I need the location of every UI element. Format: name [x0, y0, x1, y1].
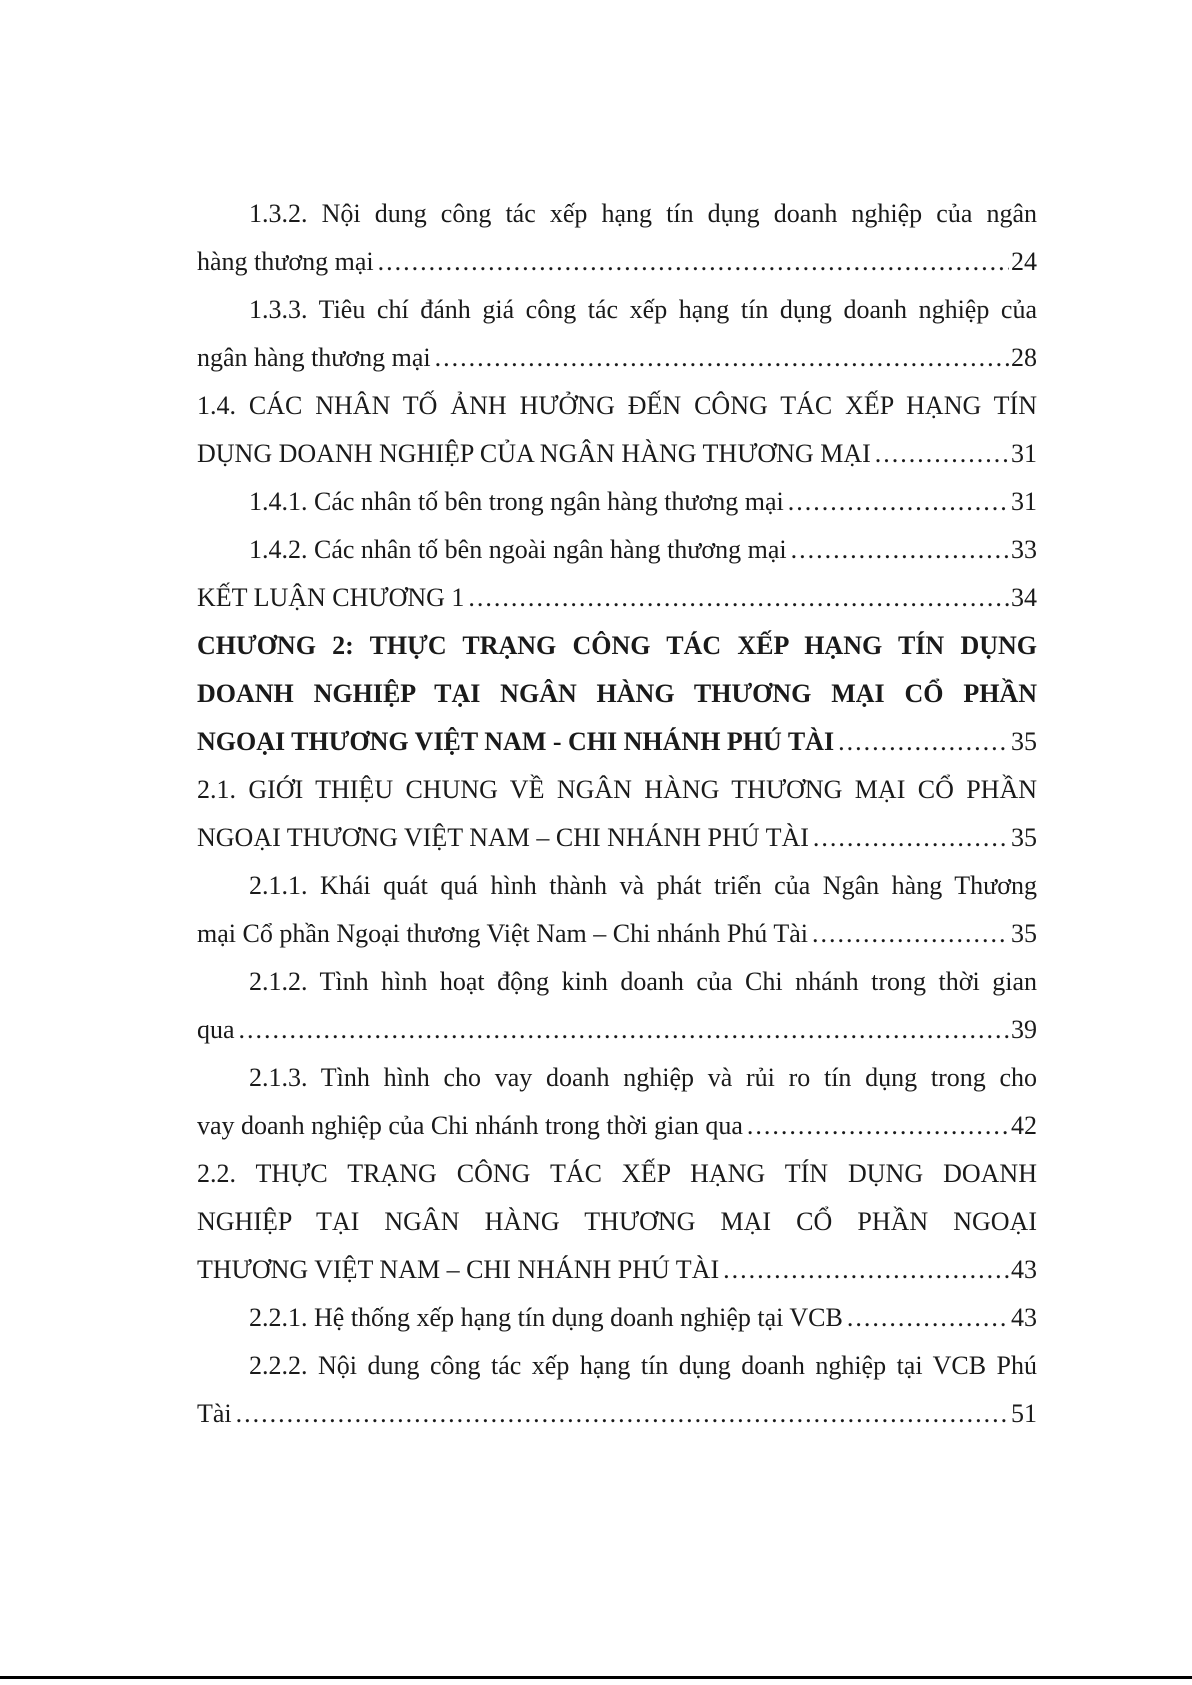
- toc-entry-chuong-2[interactable]: [197, 622, 1037, 766]
- toc-entry-1-4[interactable]: [197, 382, 1037, 478]
- toc-entry-title-line: 1.4. CÁC NHÂN TỐ ẢNH HƯỞNG ĐẾN CÔNG TÁC XẾP HẠNG TÍN: [197, 391, 1037, 420]
- page-number: 35: [1011, 727, 1037, 756]
- page-number: 33: [1011, 535, 1037, 564]
- dot-leader: [838, 718, 1009, 766]
- dot-leader: [791, 526, 1009, 574]
- toc-entry-2-1[interactable]: [197, 766, 1037, 862]
- dot-leader: [788, 478, 1009, 526]
- page-number: 39: [1011, 1015, 1037, 1044]
- toc-entry-title-end: THƯƠNG VIỆT NAM – CHI NHÁNH PHÚ TÀI: [197, 1255, 720, 1284]
- page-number: 35: [1011, 919, 1037, 948]
- toc-entry-2-2-1[interactable]: [197, 1294, 1037, 1342]
- toc-entry-title-line: 1.3.2. Nội dung công tác xếp hạng tín dụng doanh nghiệp của ngân: [249, 199, 1037, 228]
- toc-entry-title-end: mại Cổ phần Ngoại thương Việt Nam – Chi nhánh Phú Tài: [197, 919, 808, 948]
- toc-entry-1-3-2[interactable]: [197, 190, 1037, 286]
- toc-entry-title-line: 1.3.3. Tiêu chí đánh giá công tác xếp hạng tín dụng doanh nghiệp của: [249, 295, 1037, 324]
- toc-entry-title-end: ngân hàng thương mại: [197, 343, 431, 372]
- toc-entry-title: KẾT LUẬN CHƯƠNG 1: [197, 583, 465, 612]
- dot-leader: [435, 334, 1009, 382]
- dot-leader: [236, 1390, 1009, 1438]
- toc-entry-2-2[interactable]: [197, 1150, 1037, 1294]
- page-number: 51: [1011, 1399, 1037, 1428]
- toc-entry-title-end: qua: [197, 1015, 235, 1044]
- toc-entry-ket-luan-chuong-1[interactable]: [197, 574, 1037, 622]
- toc-entry-2-1-1[interactable]: [197, 862, 1037, 958]
- page-number: 43: [1011, 1303, 1037, 1332]
- toc-entry-title-end: Tài: [197, 1399, 232, 1428]
- toc-entry-title-end: vay doanh nghiệp của Chi nhánh trong thời gian qua: [197, 1111, 743, 1140]
- dot-leader: [723, 1246, 1009, 1294]
- toc-entry-title-line: NGHIỆP TẠI NGÂN HÀNG THƯƠNG MẠI CỔ PHẦN NGOẠI: [197, 1207, 1037, 1236]
- dot-leader: [239, 1006, 1009, 1054]
- toc-entry-title-line: 2.1.2. Tình hình hoạt động kinh doanh của Chi nhánh trong thời gian: [249, 967, 1037, 996]
- toc-entry-title-line: 2.1.1. Khái quát quá hình thành và phát triển của Ngân hàng Thương: [249, 871, 1037, 900]
- dot-leader: [747, 1102, 1009, 1150]
- page-number: 35: [1011, 823, 1037, 852]
- dot-leader: [847, 1294, 1009, 1342]
- toc-entry-title: 2.2.1. Hệ thống xếp hạng tín dụng doanh nghiệp tại VCB: [249, 1303, 843, 1332]
- page-number: 34: [1011, 583, 1037, 612]
- toc-entry-2-1-3[interactable]: [197, 1054, 1037, 1150]
- toc-entry-title-end: DỤNG DOANH NGHIỆP CỦA NGÂN HÀNG THƯƠNG MẠI: [197, 439, 871, 468]
- dot-leader: [813, 814, 1009, 862]
- toc-entry-1-3-3[interactable]: [197, 286, 1037, 382]
- toc-entry-title-end: NGOẠI THƯƠNG VIỆT NAM - CHI NHÁNH PHÚ TÀI: [197, 727, 835, 756]
- toc-entry-title-end: NGOẠI THƯƠNG VIỆT NAM – CHI NHÁNH PHÚ TÀI: [197, 823, 809, 852]
- page-bottom-border: [0, 1676, 1192, 1679]
- toc-entry-title-line: 2.2. THỰC TRẠNG CÔNG TÁC XẾP HẠNG TÍN DỤNG DOANH: [197, 1159, 1037, 1188]
- dot-leader: [378, 238, 1009, 286]
- toc-entry-title: 1.4.1. Các nhân tố bên trong ngân hàng thương mại: [249, 487, 784, 516]
- dot-leader: [812, 910, 1009, 958]
- toc-entry-title-line: 2.2.2. Nội dung công tác xếp hạng tín dụng doanh nghiệp tại VCB Phú: [249, 1351, 1037, 1380]
- dot-leader: [468, 574, 1009, 622]
- toc-entry-title-line: 2.1.3. Tình hình cho vay doanh nghiệp và rủi ro tín dụng trong cho: [249, 1063, 1037, 1092]
- page-number: 24: [1011, 247, 1037, 276]
- page-number: 31: [1011, 439, 1037, 468]
- table-of-contents: [197, 190, 1037, 1438]
- toc-entry-title: 1.4.2. Các nhân tố bên ngoài ngân hàng thương mại: [249, 535, 787, 564]
- page-number: 42: [1011, 1111, 1037, 1140]
- page-number: 28: [1011, 343, 1037, 372]
- toc-entry-title-end: hàng thương mại: [197, 247, 374, 276]
- toc-entry-title-line: 2.1. GIỚI THIỆU CHUNG VỀ NGÂN HÀNG THƯƠNG MẠI CỔ PHẦN: [197, 775, 1037, 804]
- toc-entry-title-line: DOANH NGHIỆP TẠI NGÂN HÀNG THƯƠNG MẠI CỔ PHẦN: [197, 679, 1037, 708]
- toc-entry-title-line: CHƯƠNG 2: THỰC TRẠNG CÔNG TÁC XẾP HẠNG TÍN DỤNG: [197, 631, 1037, 660]
- page-number: 43: [1011, 1255, 1037, 1284]
- page-number: 31: [1011, 487, 1037, 516]
- dot-leader: [875, 430, 1009, 478]
- toc-entry-1-4-1[interactable]: [197, 478, 1037, 526]
- toc-entry-2-1-2[interactable]: [197, 958, 1037, 1054]
- toc-entry-2-2-2[interactable]: [197, 1342, 1037, 1438]
- toc-entry-1-4-2[interactable]: [197, 526, 1037, 574]
